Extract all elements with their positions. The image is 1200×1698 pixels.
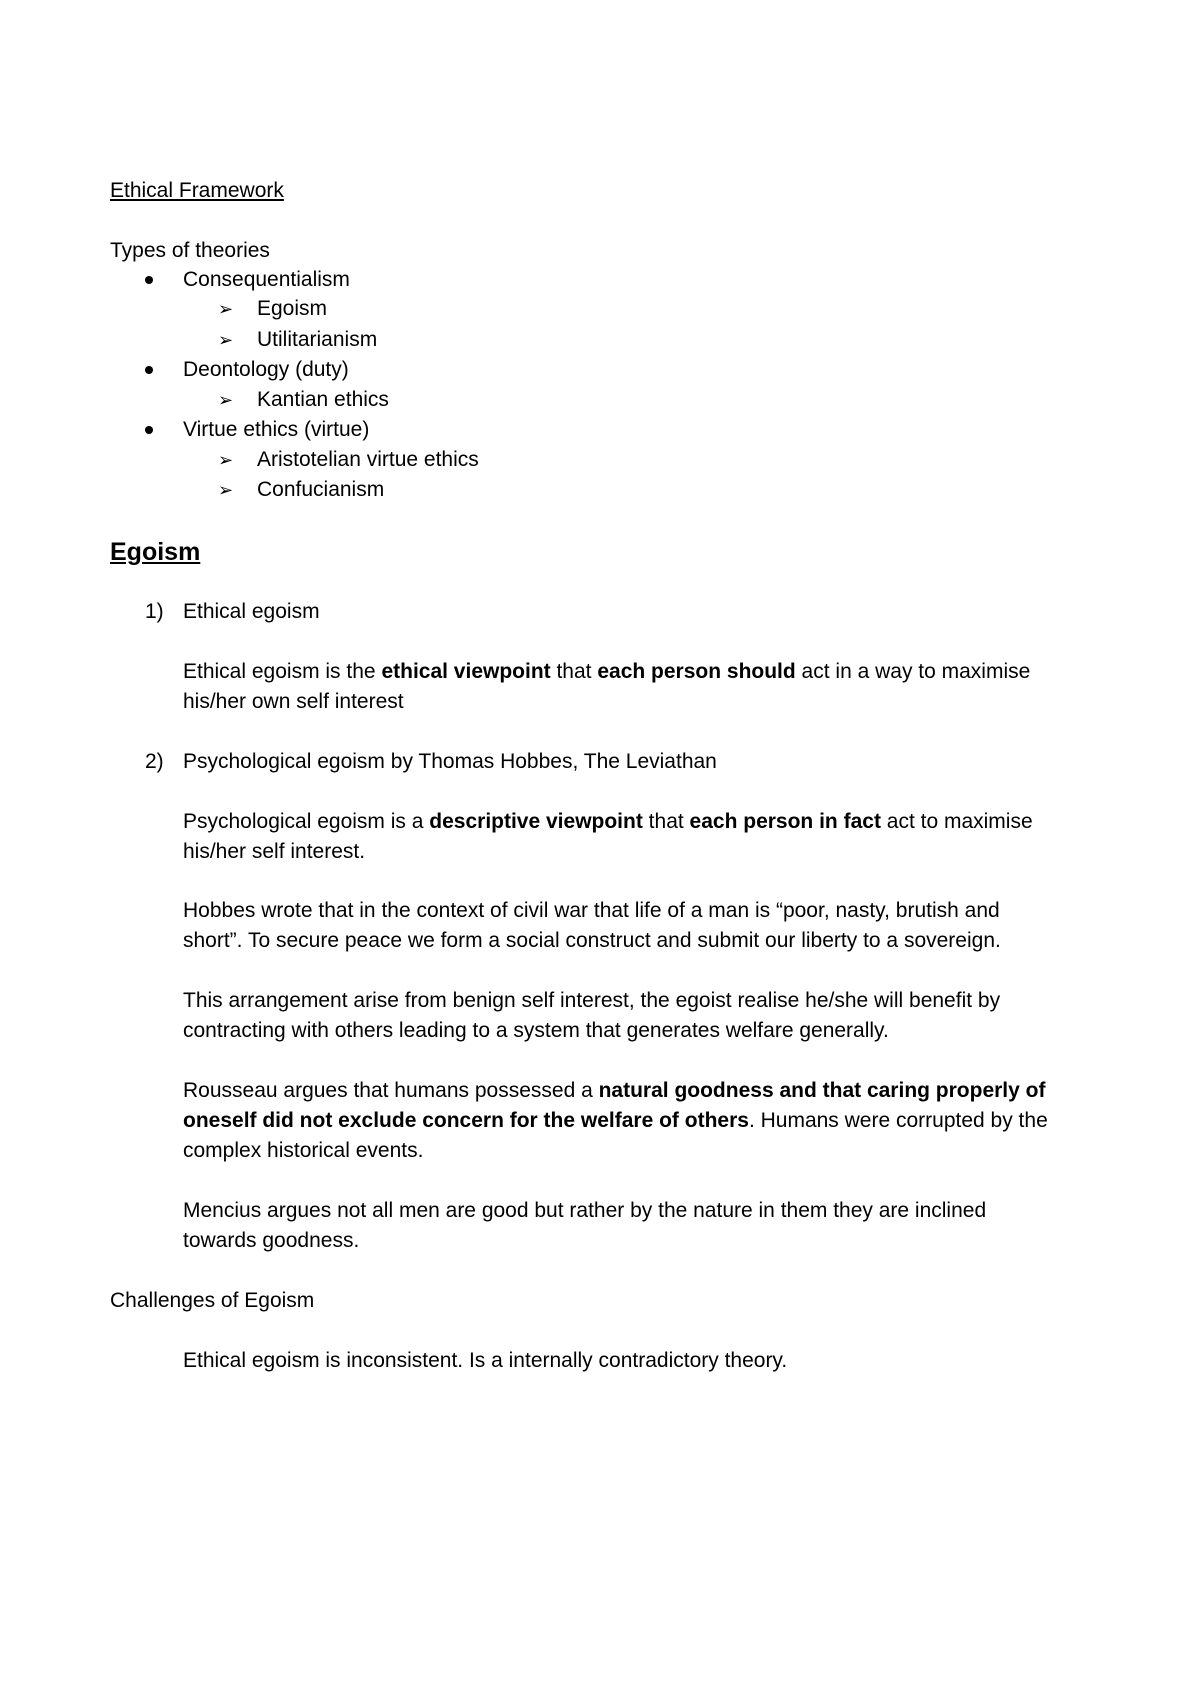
bullet-dot-icon xyxy=(145,276,153,284)
paragraph-line: This arrangement arise from benign self interest, the egoist realise he/she will benefit by xyxy=(183,989,1001,1012)
item-number: 2) xyxy=(145,750,164,773)
sub-list-item: Aristotelian virtue ethics xyxy=(257,448,479,471)
sub-list-item: Egoism xyxy=(257,297,328,320)
bullet-dot-icon xyxy=(145,366,153,374)
item-number: 1) xyxy=(145,600,164,623)
paragraph-line: oneself did not exclude concern for the welfare of others. Humans were corrupted by the xyxy=(183,1109,1048,1132)
paragraph-line: Ethical egoism is the ethical viewpoint that each person should act in a way to maximise xyxy=(183,660,1031,683)
list-item: Consequentialism xyxy=(183,268,350,291)
sub-list-item: Utilitarianism xyxy=(257,328,378,351)
bullet-dot-icon xyxy=(145,426,153,434)
document-title: Ethical Framework xyxy=(110,179,284,202)
paragraph-line: towards goodness. xyxy=(183,1229,360,1252)
item-label: Ethical egoism xyxy=(183,600,320,623)
types-heading: Types of theories xyxy=(110,239,270,262)
arrow-bullet-icon: ➢ xyxy=(218,330,234,350)
arrow-bullet-icon: ➢ xyxy=(218,450,234,470)
paragraph-line: contracting with others leading to a system that generates welfare generally. xyxy=(183,1019,889,1042)
arrow-bullet-icon: ➢ xyxy=(218,480,234,500)
paragraph-line: short”. To secure peace we form a social construct and submit our liberty to a sovereign. xyxy=(183,929,1001,952)
challenges-heading: Challenges of Egoism xyxy=(110,1289,315,1312)
sub-list-item: Confucianism xyxy=(257,478,385,501)
list-item: Virtue ethics (virtue) xyxy=(183,418,370,441)
arrow-bullet-icon: ➢ xyxy=(218,299,234,319)
paragraph-line: Psychological egoism is a descriptive viewpoint that each person in fact act to maximise xyxy=(183,810,1033,833)
paragraph-line: complex historical events. xyxy=(183,1139,424,1162)
paragraph-line: Mencius argues not all men are good but rather by the nature in them they are inclined xyxy=(183,1199,987,1222)
paragraph-line: Ethical egoism is inconsistent. Is a internally contradictory theory. xyxy=(183,1349,788,1372)
item-label: Psychological egoism by Thomas Hobbes, The Leviathan xyxy=(183,750,717,773)
paragraph-line: his/her own self interest xyxy=(183,690,404,713)
paragraph-line: his/her self interest. xyxy=(183,840,366,863)
egoism-heading: Egoism xyxy=(110,538,201,566)
sub-list-item: Kantian ethics xyxy=(257,388,389,411)
list-item: Deontology (duty) xyxy=(183,358,349,381)
paragraph-line: Hobbes wrote that in the context of civil war that life of a man is “poor, nasty, brutish and xyxy=(183,899,1000,922)
arrow-bullet-icon: ➢ xyxy=(218,390,234,410)
paragraph-line: Rousseau argues that humans possessed a natural goodness and that caring properly of xyxy=(183,1079,1046,1102)
